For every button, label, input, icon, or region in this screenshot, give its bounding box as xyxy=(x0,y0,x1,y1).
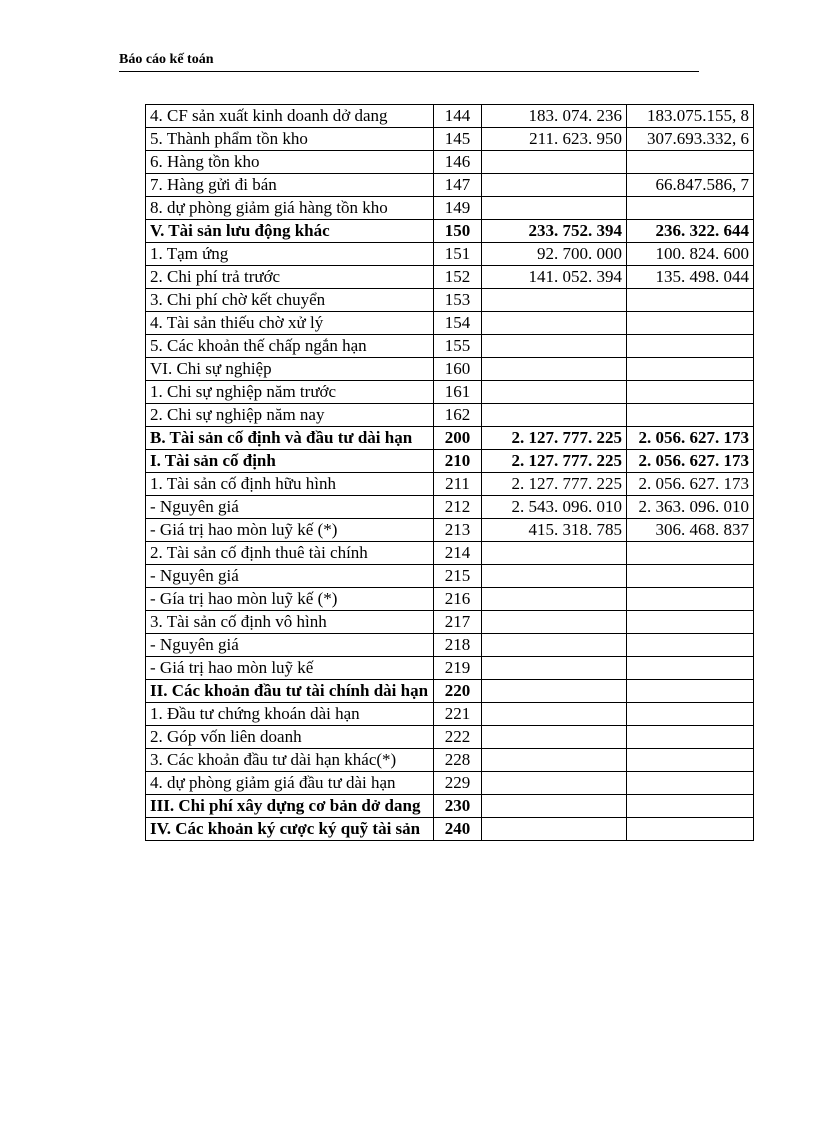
row-code: 146 xyxy=(434,151,482,174)
row-value-previous xyxy=(627,611,754,634)
table-row xyxy=(146,243,754,266)
row-label: 3. Tài sản cố định vô hình xyxy=(146,611,434,634)
row-value-previous xyxy=(627,795,754,818)
row-value-previous: 100. 824. 600 xyxy=(627,243,754,266)
row-value-current xyxy=(482,174,627,197)
row-label: - Nguyên giá xyxy=(146,565,434,588)
table-row xyxy=(146,220,754,243)
row-code: 216 xyxy=(434,588,482,611)
row-value-previous xyxy=(627,657,754,680)
row-label: 1. Đầu tư chứng khoán dài hạn xyxy=(146,703,434,726)
row-label: 3. Các khoản đầu tư dài hạn khác(*) xyxy=(146,749,434,772)
row-code: 145 xyxy=(434,128,482,151)
row-value-previous xyxy=(627,749,754,772)
row-label: III. Chi phí xây dựng cơ bản dở dang xyxy=(146,795,434,818)
row-value-current xyxy=(482,611,627,634)
row-label: 3. Chi phí chờ kết chuyển xyxy=(146,289,434,312)
table-row xyxy=(146,818,754,841)
table-row xyxy=(146,197,754,220)
row-label: - Nguyên giá xyxy=(146,496,434,519)
row-label: - Nguyên giá xyxy=(146,634,434,657)
row-value-previous xyxy=(627,289,754,312)
row-value-current xyxy=(482,289,627,312)
row-value-previous xyxy=(627,335,754,358)
row-value-current xyxy=(482,565,627,588)
row-value-current xyxy=(482,151,627,174)
row-value-previous xyxy=(627,381,754,404)
row-value-previous xyxy=(627,197,754,220)
row-value-previous xyxy=(627,151,754,174)
row-value-current: 2. 127. 777. 225 xyxy=(482,450,627,473)
table-row xyxy=(146,473,754,496)
row-label: 5. Thành phẩm tồn kho xyxy=(146,128,434,151)
row-label: VI. Chi sự nghiệp xyxy=(146,358,434,381)
table-row xyxy=(146,496,754,519)
table-row xyxy=(146,611,754,634)
table-row xyxy=(146,335,754,358)
table-row xyxy=(146,105,754,128)
row-code: 155 xyxy=(434,335,482,358)
row-code: 218 xyxy=(434,634,482,657)
table-row xyxy=(146,657,754,680)
row-code: 229 xyxy=(434,772,482,795)
row-value-previous xyxy=(627,565,754,588)
row-label: 8. dự phòng giảm giá hàng tồn kho xyxy=(146,197,434,220)
row-value-current: 2. 543. 096. 010 xyxy=(482,496,627,519)
row-label: 4. dự phòng giảm giá đầu tư dài hạn xyxy=(146,772,434,795)
row-code: 213 xyxy=(434,519,482,542)
table-row xyxy=(146,772,754,795)
row-label: - Gía trị hao mòn luỹ kế (*) xyxy=(146,588,434,611)
row-code: 152 xyxy=(434,266,482,289)
row-value-previous: 2. 363. 096. 010 xyxy=(627,496,754,519)
row-value-previous: 183.075.155, 8 xyxy=(627,105,754,128)
balance-sheet-table xyxy=(145,104,754,841)
row-code: 219 xyxy=(434,657,482,680)
row-value-current xyxy=(482,749,627,772)
row-code: 200 xyxy=(434,427,482,450)
table-row xyxy=(146,588,754,611)
document-header: Báo cáo kế toán xyxy=(119,52,214,67)
row-value-previous: 66.847.586, 7 xyxy=(627,174,754,197)
row-value-current xyxy=(482,312,627,335)
row-label: I. Tài sản cố định xyxy=(146,450,434,473)
table-row xyxy=(146,266,754,289)
row-code: 240 xyxy=(434,818,482,841)
row-label: 2. Góp vốn liên doanh xyxy=(146,726,434,749)
table-row xyxy=(146,289,754,312)
row-value-previous: 307.693.332, 6 xyxy=(627,128,754,151)
row-code: 211 xyxy=(434,473,482,496)
row-label: 7. Hàng gửi đi bán xyxy=(146,174,434,197)
row-label: 1. Tài sản cố định hữu hình xyxy=(146,473,434,496)
row-code: 228 xyxy=(434,749,482,772)
table-row xyxy=(146,427,754,450)
table-row xyxy=(146,565,754,588)
row-value-current xyxy=(482,772,627,795)
row-value-current xyxy=(482,818,627,841)
row-code: 214 xyxy=(434,542,482,565)
row-value-previous xyxy=(627,404,754,427)
row-code: 160 xyxy=(434,358,482,381)
row-code: 215 xyxy=(434,565,482,588)
row-value-current xyxy=(482,657,627,680)
row-value-current xyxy=(482,634,627,657)
row-value-current: 233. 752. 394 xyxy=(482,220,627,243)
table-row xyxy=(146,450,754,473)
row-value-previous xyxy=(627,634,754,657)
row-value-previous xyxy=(627,680,754,703)
row-label: 5. Các khoản thế chấp ngắn hạn xyxy=(146,335,434,358)
row-code: 222 xyxy=(434,726,482,749)
row-value-current: 415. 318. 785 xyxy=(482,519,627,542)
row-label: IV. Các khoản ký cược ký quỹ tài sản xyxy=(146,818,434,841)
header-rule xyxy=(119,71,699,72)
table-row xyxy=(146,404,754,427)
row-value-previous: 135. 498. 044 xyxy=(627,266,754,289)
row-value-current: 183. 074. 236 xyxy=(482,105,627,128)
row-value-current xyxy=(482,335,627,358)
table-row xyxy=(146,312,754,335)
row-label: 2. Tài sản cố định thuê tài chính xyxy=(146,542,434,565)
row-value-current: 92. 700. 000 xyxy=(482,243,627,266)
table-row xyxy=(146,680,754,703)
table-row xyxy=(146,519,754,542)
row-value-previous xyxy=(627,312,754,335)
table-row xyxy=(146,542,754,565)
row-value-current xyxy=(482,381,627,404)
row-code: 154 xyxy=(434,312,482,335)
table-row xyxy=(146,703,754,726)
table-row xyxy=(146,174,754,197)
row-label: B. Tài sản cố định và đầu tư dài hạn xyxy=(146,427,434,450)
table-row xyxy=(146,128,754,151)
row-label: 1. Chi sự nghiệp năm trước xyxy=(146,381,434,404)
row-value-current xyxy=(482,358,627,381)
row-value-previous: 236. 322. 644 xyxy=(627,220,754,243)
row-label: 6. Hàng tồn kho xyxy=(146,151,434,174)
row-value-previous: 2. 056. 627. 173 xyxy=(627,427,754,450)
row-code: 230 xyxy=(434,795,482,818)
table-row xyxy=(146,726,754,749)
row-value-current xyxy=(482,404,627,427)
row-value-previous xyxy=(627,726,754,749)
row-value-current: 211. 623. 950 xyxy=(482,128,627,151)
table-row xyxy=(146,358,754,381)
row-value-current xyxy=(482,726,627,749)
row-code: 161 xyxy=(434,381,482,404)
row-code: 221 xyxy=(434,703,482,726)
table-row xyxy=(146,795,754,818)
row-value-previous xyxy=(627,772,754,795)
row-value-previous xyxy=(627,358,754,381)
row-code: 212 xyxy=(434,496,482,519)
row-value-current xyxy=(482,542,627,565)
row-value-current xyxy=(482,197,627,220)
row-label: 1. Tạm ứng xyxy=(146,243,434,266)
row-value-current xyxy=(482,795,627,818)
table-row xyxy=(146,151,754,174)
row-value-previous xyxy=(627,703,754,726)
table-row xyxy=(146,381,754,404)
row-label: II. Các khoản đầu tư tài chính dài hạn xyxy=(146,680,434,703)
row-code: 149 xyxy=(434,197,482,220)
row-value-previous: 2. 056. 627. 173 xyxy=(627,473,754,496)
row-code: 144 xyxy=(434,105,482,128)
row-code: 153 xyxy=(434,289,482,312)
table-row xyxy=(146,749,754,772)
row-label: - Giá trị hao mòn luỹ kế xyxy=(146,657,434,680)
row-code: 147 xyxy=(434,174,482,197)
row-value-previous: 2. 056. 627. 173 xyxy=(627,450,754,473)
row-code: 210 xyxy=(434,450,482,473)
row-code: 217 xyxy=(434,611,482,634)
row-value-current xyxy=(482,588,627,611)
row-value-previous xyxy=(627,818,754,841)
row-label: 4. Tài sản thiếu chờ xử lý xyxy=(146,312,434,335)
table-row xyxy=(146,634,754,657)
row-label: 2. Chi sự nghiệp năm nay xyxy=(146,404,434,427)
row-value-previous: 306. 468. 837 xyxy=(627,519,754,542)
row-code: 150 xyxy=(434,220,482,243)
row-label: V. Tài sản lưu động khác xyxy=(146,220,434,243)
row-value-current: 2. 127. 777. 225 xyxy=(482,473,627,496)
row-code: 162 xyxy=(434,404,482,427)
row-label: - Giá trị hao mòn luỹ kế (*) xyxy=(146,519,434,542)
row-value-previous xyxy=(627,542,754,565)
row-code: 151 xyxy=(434,243,482,266)
row-value-current: 2. 127. 777. 225 xyxy=(482,427,627,450)
row-label: 2. Chi phí trả trước xyxy=(146,266,434,289)
row-code: 220 xyxy=(434,680,482,703)
row-label: 4. CF sản xuất kinh doanh dở dang xyxy=(146,105,434,128)
row-value-previous xyxy=(627,588,754,611)
row-value-current: 141. 052. 394 xyxy=(482,266,627,289)
row-value-current xyxy=(482,703,627,726)
row-value-current xyxy=(482,680,627,703)
